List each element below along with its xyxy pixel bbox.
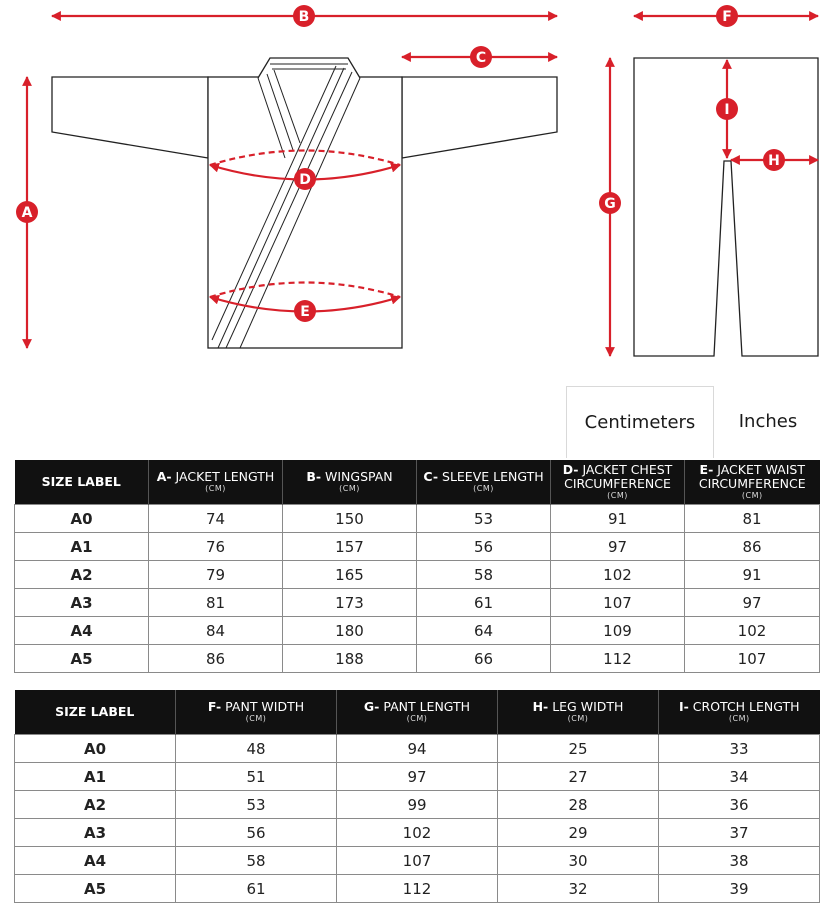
column-name: JACKET WAIST CIRCUMFERENCE [698, 462, 806, 491]
marker-c-label: C [475, 50, 487, 66]
column-key: B- [306, 469, 322, 484]
column-name: JACKET CHEST CIRCUMFERENCE [564, 462, 673, 491]
tab-centimeters[interactable]: Centimeters [566, 386, 714, 458]
table-cell: 56 [417, 533, 551, 561]
marker-d [294, 168, 316, 190]
table-cell: 107 [337, 847, 498, 875]
table-cell: 61 [176, 875, 337, 903]
table-cell: 91 [685, 561, 820, 589]
table-row [15, 645, 820, 673]
table-cell: 81 [149, 589, 283, 617]
size-label: A4 [15, 617, 149, 645]
pant-column-header [498, 690, 659, 735]
marker-f-label: F [722, 9, 732, 25]
column-name: SLEEVE LENGTH [438, 469, 544, 484]
marker-i [716, 98, 738, 120]
table-cell: 76 [149, 533, 283, 561]
table-row [15, 561, 820, 589]
table-cell: 102 [337, 819, 498, 847]
table-cell: 39 [659, 875, 820, 903]
marker-a [16, 201, 38, 223]
marker-f [716, 5, 738, 27]
table-row [15, 819, 820, 847]
marker-e [294, 300, 316, 322]
table-cell: 165 [283, 561, 417, 589]
pant-column-header [176, 690, 337, 735]
marker-h [763, 149, 785, 171]
pant-column-header [337, 690, 498, 735]
jacket-column-header [551, 460, 685, 505]
table-cell: 61 [417, 589, 551, 617]
table-row [15, 763, 820, 791]
size-label-header: SIZE LABEL [15, 460, 149, 505]
column-name: PANT LENGTH [379, 699, 471, 714]
jacket-size-table [14, 460, 820, 673]
table-cell: 32 [498, 875, 659, 903]
table-cell: 112 [551, 645, 685, 673]
table-cell: 36 [659, 791, 820, 819]
column-key: A- [156, 469, 172, 484]
table-cell: 188 [283, 645, 417, 673]
marker-b [293, 5, 315, 27]
marker-i-label: I [724, 102, 730, 118]
table-row [15, 875, 820, 903]
column-unit: (CM) [406, 714, 428, 723]
unit-tabs [566, 386, 822, 458]
table-cell: 53 [417, 505, 551, 533]
table-cell: 102 [551, 561, 685, 589]
table-cell: 112 [337, 875, 498, 903]
size-label: A5 [15, 645, 149, 673]
table-cell: 97 [337, 763, 498, 791]
table-cell: 34 [659, 763, 820, 791]
size-label: A3 [15, 819, 176, 847]
marker-a-label: A [21, 205, 33, 221]
table-cell: 37 [659, 819, 820, 847]
table-row [15, 505, 820, 533]
size-label: A0 [15, 505, 149, 533]
column-key: G- [363, 699, 380, 714]
column-name: LEG WIDTH [548, 699, 624, 714]
marker-g-label: G [604, 196, 616, 212]
table-row [15, 735, 820, 763]
table-cell: 27 [498, 763, 659, 791]
table-cell: 180 [283, 617, 417, 645]
table-cell: 79 [149, 561, 283, 589]
table-row [15, 847, 820, 875]
table-cell: 173 [283, 589, 417, 617]
marker-h-label: H [768, 153, 780, 169]
column-key: D- [562, 462, 579, 477]
jacket-column-header [417, 460, 551, 505]
size-label: A4 [15, 847, 176, 875]
table-row [15, 533, 820, 561]
marker-c [470, 46, 492, 68]
column-unit: (CM) [205, 484, 226, 493]
table-cell: 48 [176, 735, 337, 763]
column-name: WINGSPAN [321, 469, 393, 484]
column-unit: (CM) [567, 714, 589, 723]
size-label: A2 [15, 791, 176, 819]
table-cell: 66 [417, 645, 551, 673]
table-cell: 94 [337, 735, 498, 763]
table-cell: 28 [498, 791, 659, 819]
table-cell: 86 [685, 533, 820, 561]
table-cell: 38 [659, 847, 820, 875]
table-cell: 53 [176, 791, 337, 819]
column-unit: (CM) [728, 714, 750, 723]
pant-column-header [659, 690, 820, 735]
jacket-column-header [685, 460, 820, 505]
size-label: A3 [15, 589, 149, 617]
column-unit: (CM) [741, 491, 763, 500]
table-cell: 74 [149, 505, 283, 533]
column-name: JACKET LENGTH [171, 469, 275, 484]
measurement-diagram [0, 0, 829, 380]
table-cell: 97 [685, 589, 820, 617]
table-cell: 64 [417, 617, 551, 645]
column-name: PANT WIDTH [221, 699, 305, 714]
table-cell: 91 [551, 505, 685, 533]
table-cell: 86 [149, 645, 283, 673]
table-cell: 81 [685, 505, 820, 533]
table-cell: 107 [551, 589, 685, 617]
column-unit: (CM) [607, 491, 628, 500]
size-label: A0 [15, 735, 176, 763]
table-cell: 56 [176, 819, 337, 847]
table-row [15, 589, 820, 617]
table-cell: 157 [283, 533, 417, 561]
column-key: C- [423, 469, 439, 484]
table-cell: 58 [176, 847, 337, 875]
column-key: H- [532, 699, 549, 714]
table-cell: 25 [498, 735, 659, 763]
column-key: I- [678, 699, 689, 714]
column-unit: (CM) [473, 484, 494, 493]
table-cell: 102 [685, 617, 820, 645]
table-row [15, 617, 820, 645]
marker-b-label: B [298, 9, 310, 25]
jacket-header-row [15, 460, 820, 505]
table-row [15, 791, 820, 819]
table-cell: 150 [283, 505, 417, 533]
marker-d-label: D [299, 172, 311, 188]
table-cell: 51 [176, 763, 337, 791]
pant-header-row [15, 690, 820, 735]
table-cell: 107 [685, 645, 820, 673]
table-cell: 99 [337, 791, 498, 819]
size-label: A1 [15, 533, 149, 561]
table-cell: 84 [149, 617, 283, 645]
size-label: A5 [15, 875, 176, 903]
column-unit: (CM) [245, 714, 267, 723]
column-key: E- [699, 462, 714, 477]
table-cell: 109 [551, 617, 685, 645]
size-label: A2 [15, 561, 149, 589]
table-cell: 30 [498, 847, 659, 875]
table-cell: 97 [551, 533, 685, 561]
column-unit: (CM) [339, 484, 360, 493]
pant-size-table [14, 690, 820, 903]
marker-e-label: E [300, 304, 310, 320]
size-label: A1 [15, 763, 176, 791]
table-cell: 33 [659, 735, 820, 763]
table-cell: 58 [417, 561, 551, 589]
column-key: F- [207, 699, 222, 714]
jacket-column-header [149, 460, 283, 505]
table-cell: 29 [498, 819, 659, 847]
column-name: CROTCH LENGTH [688, 699, 800, 714]
jacket-column-header [283, 460, 417, 505]
tab-inches[interactable]: Inches [714, 386, 822, 458]
marker-g [599, 192, 621, 214]
size-label-header: SIZE LABEL [15, 690, 176, 735]
